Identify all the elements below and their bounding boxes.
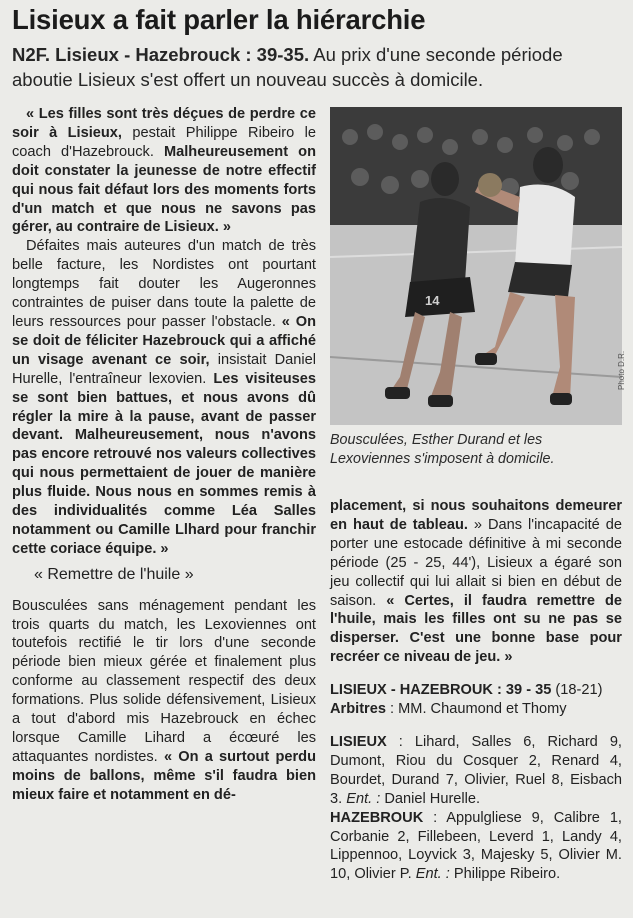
paragraph-3-text: Bousculées sans ménagement pendant les trois quarts du match, les Lexoviennes ont toutefois rectifié le tir lors d'une seconde période bien mieux gérée et finalement plus conforme au classement respectif des deux formations. Plus solide défensivement, Lisieux a tout d'abord mis Hazebrouck en échec lorsque Camille Lihard a écœuré les attaquantes nordistes. (12, 597, 316, 765)
result-referees (330, 700, 622, 719)
quote-end: placement, si nous souhaitons demeurer en haut de tableau. (330, 498, 622, 533)
result-score (330, 681, 622, 700)
photo-caption: Bousculées, Esther Durand et les Lexoviennes s'imposent à domicile. (330, 432, 555, 467)
hazebrouk-players: : Appulgliese 9, Calibre 1, Corbanie 2, Fillebeen, Leverd 1, Landy 4, Lippennoo, Loyvick 3, Majesky 5, Olivier M. 10, Olivier P. (330, 809, 622, 883)
result-score-bold: LISIEUX - HAZEBROUK : 39 - 35 (330, 682, 552, 699)
referees-names: : MM. Chaumond et Thomy (385, 701, 567, 718)
article-column-left (12, 105, 316, 805)
paragraph-3 (12, 597, 316, 805)
hazebrouk-label: HAZEBROUK (330, 809, 424, 826)
paragraph-4-text: » Dans l'incapacité de porter une estocade définitive à mi seconde période (25 - 25, 44'), Lisieux a égaré son jeu collectif qui lui allait si bien en début de saison. (330, 516, 622, 609)
ball (478, 173, 502, 197)
lead-score: N2F. Lisieux - Hazebrouck : 39-35. (12, 44, 310, 65)
paragraph-4 (330, 497, 622, 667)
referees-label: Arbitres (330, 701, 386, 718)
match-result-box (330, 681, 622, 884)
quote-hurelle-a: « On se doit de féliciter Hazebrouck qui a affiché un visage avenant ce soir, (12, 313, 317, 368)
photo-credit: Photo D.R. (617, 350, 626, 390)
quote-hurelle-c: « Certes, il faudra remettre de l'huile, mais les filles ont su ne pas se disperser. C'est une bonne base pour recréer ce niveau de jeu. » (330, 592, 623, 666)
result-halftime: (18-21) (551, 682, 603, 699)
lisieux-label: LISIEUX (330, 733, 387, 750)
jersey-number: 14 (425, 293, 440, 308)
article-column-right (330, 497, 622, 884)
paragraph-2 (12, 237, 316, 558)
attribution-hurelle: insistait Daniel Hurelle, l'entraîneur lexovien. (12, 351, 316, 387)
lisieux-players: : Lihard, Salles 6, Richard 9, Dumont, Riou du Cosquer 2, Renard 4, Bourdet, Durand 7, Olivier, Ruel 8, Eisbach 3. (330, 733, 622, 807)
quote-ribeiro-a: « Les filles sont très déçues de perdre ce soir à Lisieux, (12, 106, 316, 141)
lineup-hazebrouk (330, 809, 622, 885)
quote-ribeiro-b: Malheureusement on doit constater la jeunesse de notre effectif qui nous fait défaut lors des moments forts d'un match et que nous ne savons pas gérer, au contraire de Lisieux. » (12, 143, 316, 236)
lisieux-coach-label: Ent. : (346, 790, 381, 807)
quote-continued: « On a surtout perdu moins de ballons, même s'il faudra bien mieux faire et notamment en dé- (12, 748, 317, 803)
article-headline: Lisieux a fait parler la hiérarchie (12, 4, 426, 35)
subheading: « Remettre de l'huile » (34, 565, 194, 583)
paragraph-2-text: Défaites mais auteures d'un match de très belle facture, les Nordistes ont pourtant longtemps fait douter les Augeronnes contraintes de puiser dans toute la palette de leurs ressources pour passer l'obstacle. (12, 238, 316, 330)
paragraph-1 (12, 105, 316, 237)
article-photo (330, 107, 622, 425)
lineup-lisieux (330, 733, 622, 809)
quote-hurelle-b: Les visiteuses se sont bien battues, et nous avons dû régler la mire à la pause, avant de passer devant. Malheureusement, nous n'avons pas encore retrouvé nos valeurs collectives qui nous permettaient de jouer de manière plus fluide. Nous nous en sommes remis à des individualités comme Léa Salles notamment ou Camille Llhard pour franchir cette coriace équipe. » (12, 370, 316, 557)
hazebrouk-coach-label: Ent. : (415, 866, 450, 883)
article-lead (12, 42, 627, 92)
lisieux-coach: Daniel Hurelle. (380, 790, 481, 807)
hazebrouk-coach: Philippe Ribeiro. (449, 866, 561, 883)
lead-text: Au prix d'une seconde période aboutie Lisieux s'est offert un nouveau succès à domicile. (12, 44, 563, 90)
attribution-ribeiro: pestait Philippe Ribeiro le coach d'Hazebrouck. (12, 124, 316, 160)
